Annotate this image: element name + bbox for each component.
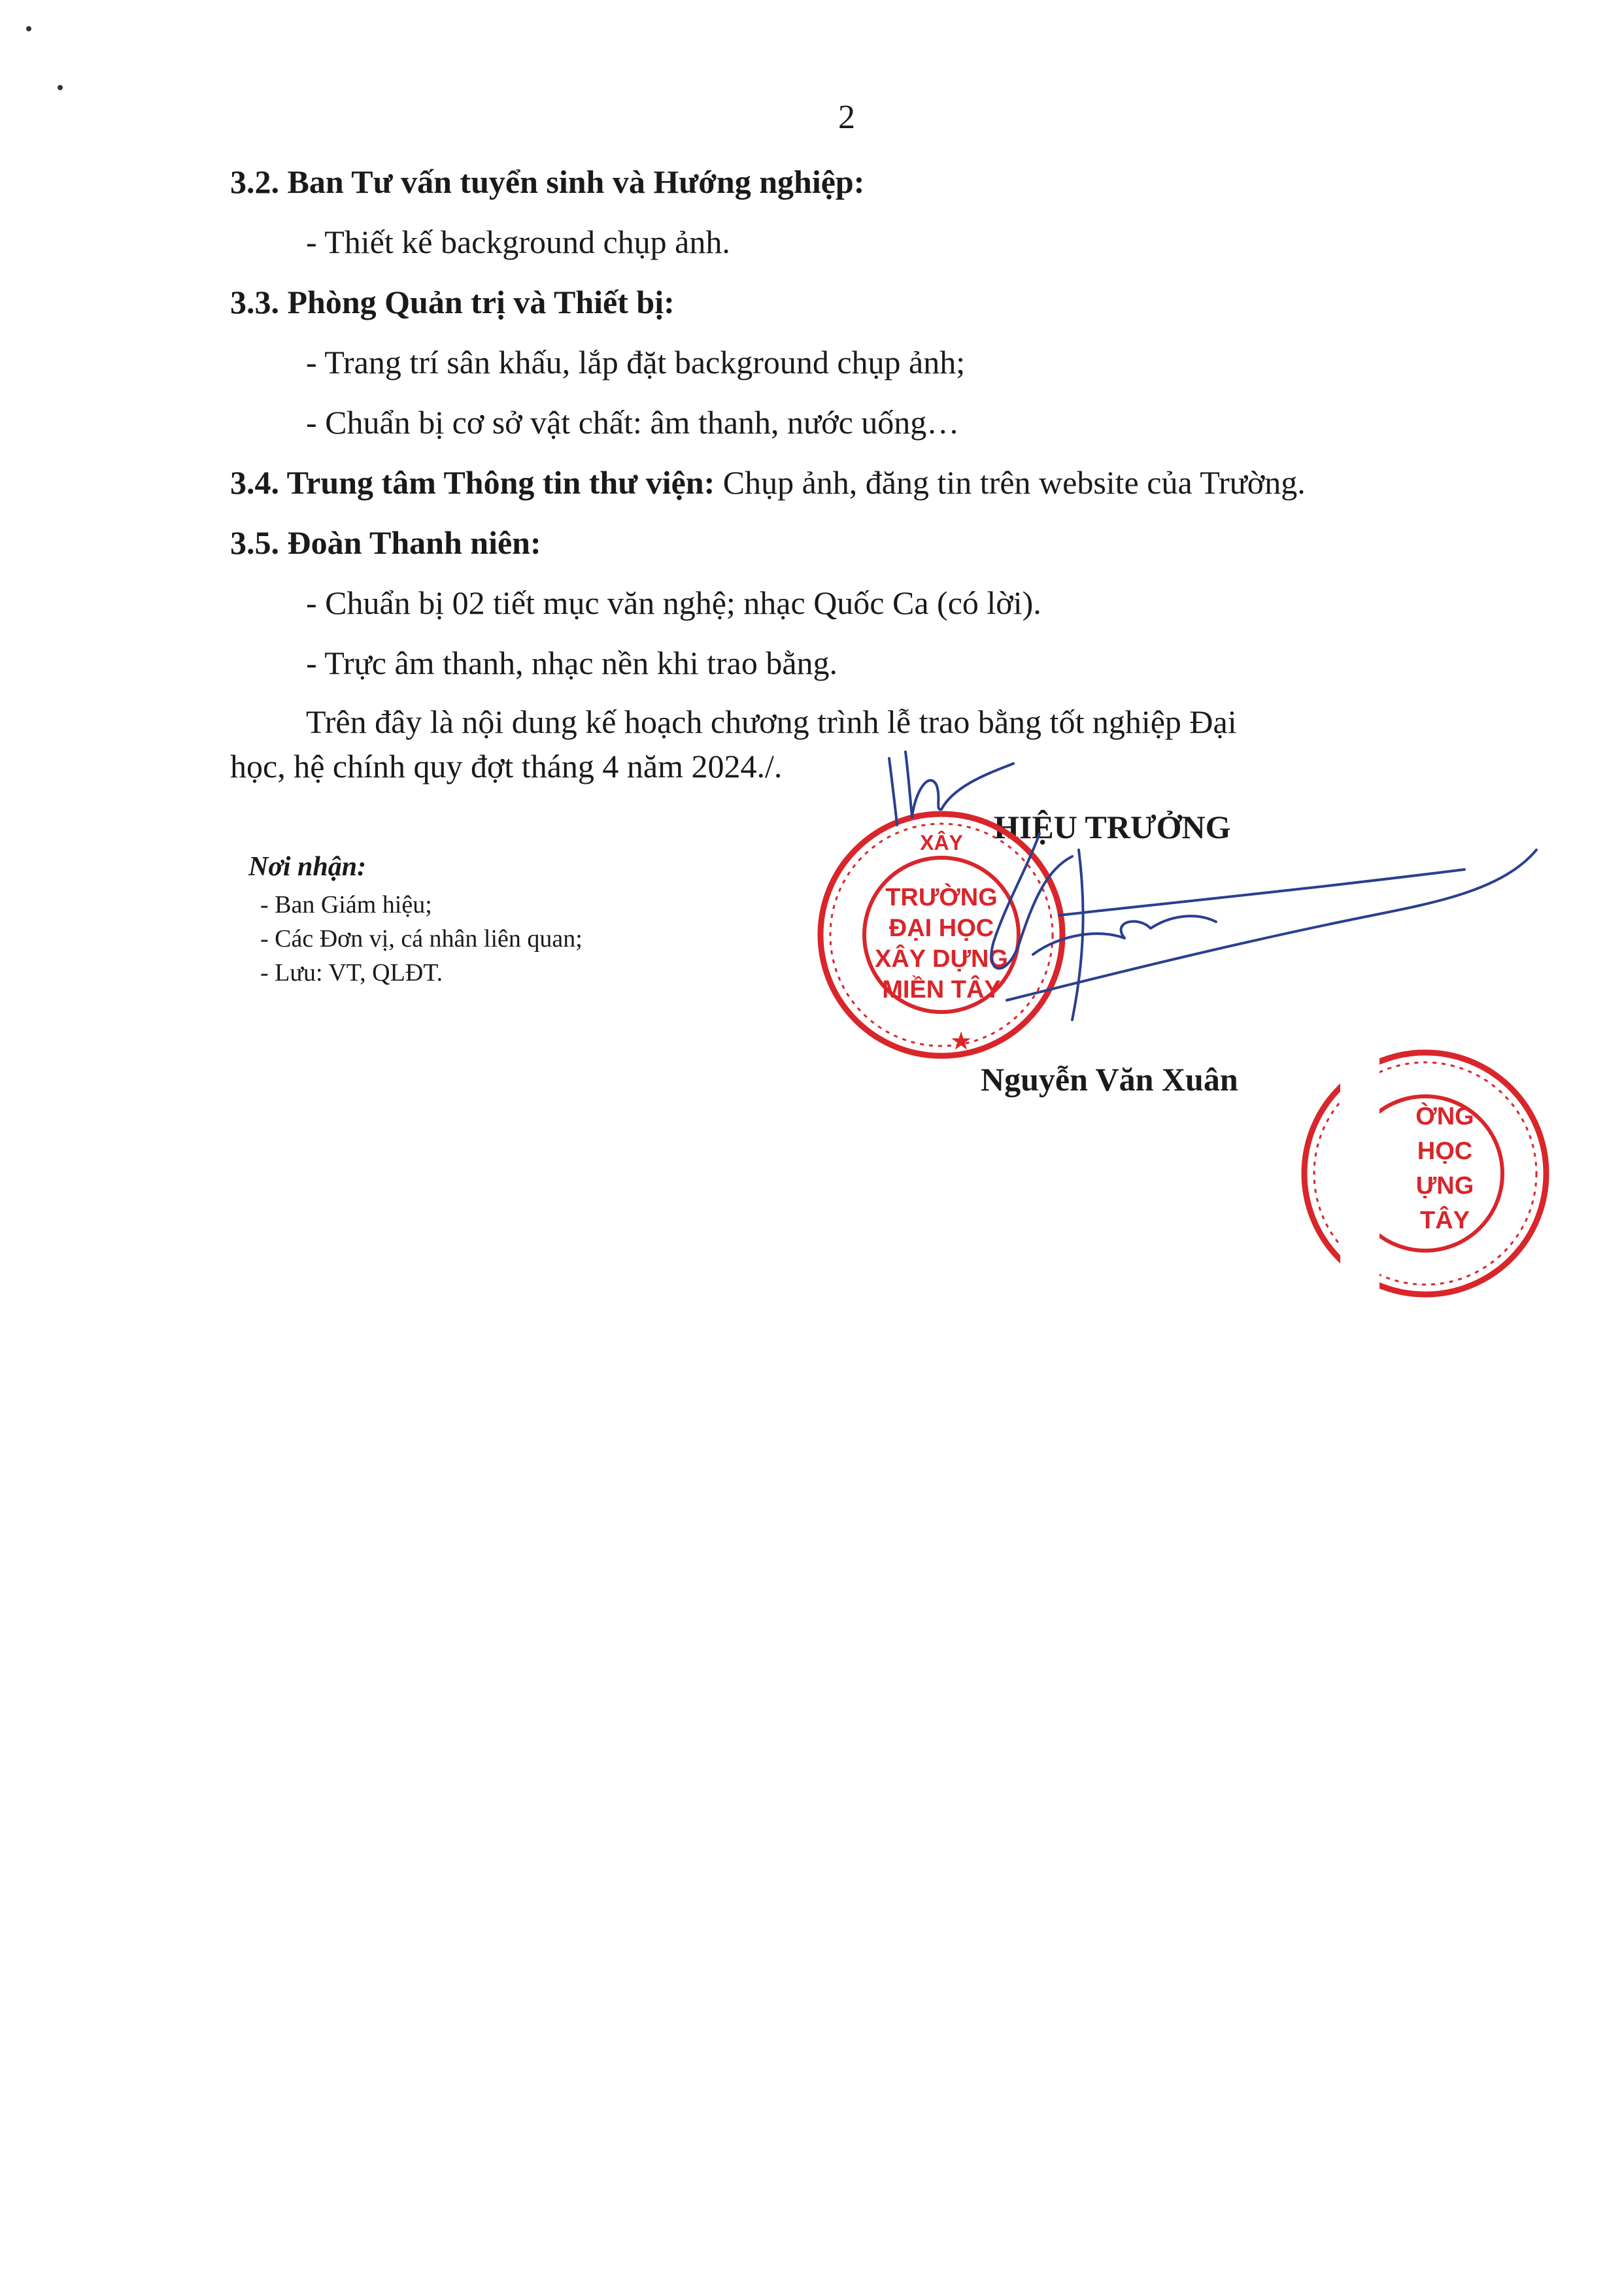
section-inline-text: Chụp ảnh, đăng tin trên website của Trường. <box>715 464 1306 501</box>
seal-ring-text: XÂY <box>920 831 963 854</box>
partial-seal-text: ỜNG <box>1415 1103 1474 1130</box>
section-item: - Chuẩn bị 02 tiết mục văn nghệ; nhạc Quốc Ca (có lời). <box>306 584 1041 621</box>
seal-text-line: ĐẠI HỌC <box>888 915 994 942</box>
seal-star-icon: ★ <box>951 1029 972 1054</box>
recipient-item: - Lưu: VT, QLĐT. <box>260 959 443 987</box>
scan-speck <box>58 85 63 90</box>
section-heading-3-2: 3.2. Ban Tư vấn tuyển sinh và Hướng nghiệp: <box>230 163 865 200</box>
closing-line-2: học, hệ chính quy đợt tháng 4 năm 2024./. <box>230 748 783 784</box>
section-item: - Trực âm thanh, nhạc nền khi trao bằng. <box>306 645 838 681</box>
section-heading-3-5: 3.5. Đoàn Thanh niên: <box>230 524 541 561</box>
section-item: - Chuẩn bị cơ sở vật chất: âm thanh, nước uống… <box>306 404 960 441</box>
partial-seal-text: HỌC <box>1417 1138 1473 1165</box>
section-3-4 <box>230 463 1306 502</box>
seal-text-line: TRƯỜNG <box>885 884 998 911</box>
seal-text-line: XÂY DỰNG <box>875 945 1008 973</box>
recipients-title: Nơi nhận: <box>248 852 367 882</box>
closing-paragraph <box>230 700 1472 788</box>
recipient-item: - Ban Giám hiệu; <box>260 891 432 919</box>
section-heading-3-4: 3.4. Trung tâm Thông tin thư viện: <box>230 464 715 501</box>
page-number: 2 <box>838 99 855 136</box>
seal-text-line: MIỀN TÂY <box>882 976 1001 1004</box>
section-item: - Thiết kế background chụp ảnh. <box>306 224 730 260</box>
partial-seal-text: ỰNG <box>1415 1172 1474 1200</box>
recipient-item: - Các Đơn vị, cá nhân liên quan; <box>260 925 583 953</box>
scan-speck <box>26 26 31 31</box>
closing-line-1: Trên đây là nội dung kế hoạch chương trình lễ trao bằng tốt nghiệp Đại <box>306 703 1237 740</box>
section-heading-3-3: 3.3. Phòng Quản trị và Thiết bị: <box>230 284 675 320</box>
signer-title: HIỆU TRƯỞNG <box>994 809 1231 845</box>
signer-name: Nguyễn Văn Xuân <box>981 1061 1238 1098</box>
section-item: - Trang trí sân khấu, lắp đặt background chụp ảnh; <box>306 344 966 380</box>
partial-seal-text: TÂY <box>1420 1207 1470 1234</box>
